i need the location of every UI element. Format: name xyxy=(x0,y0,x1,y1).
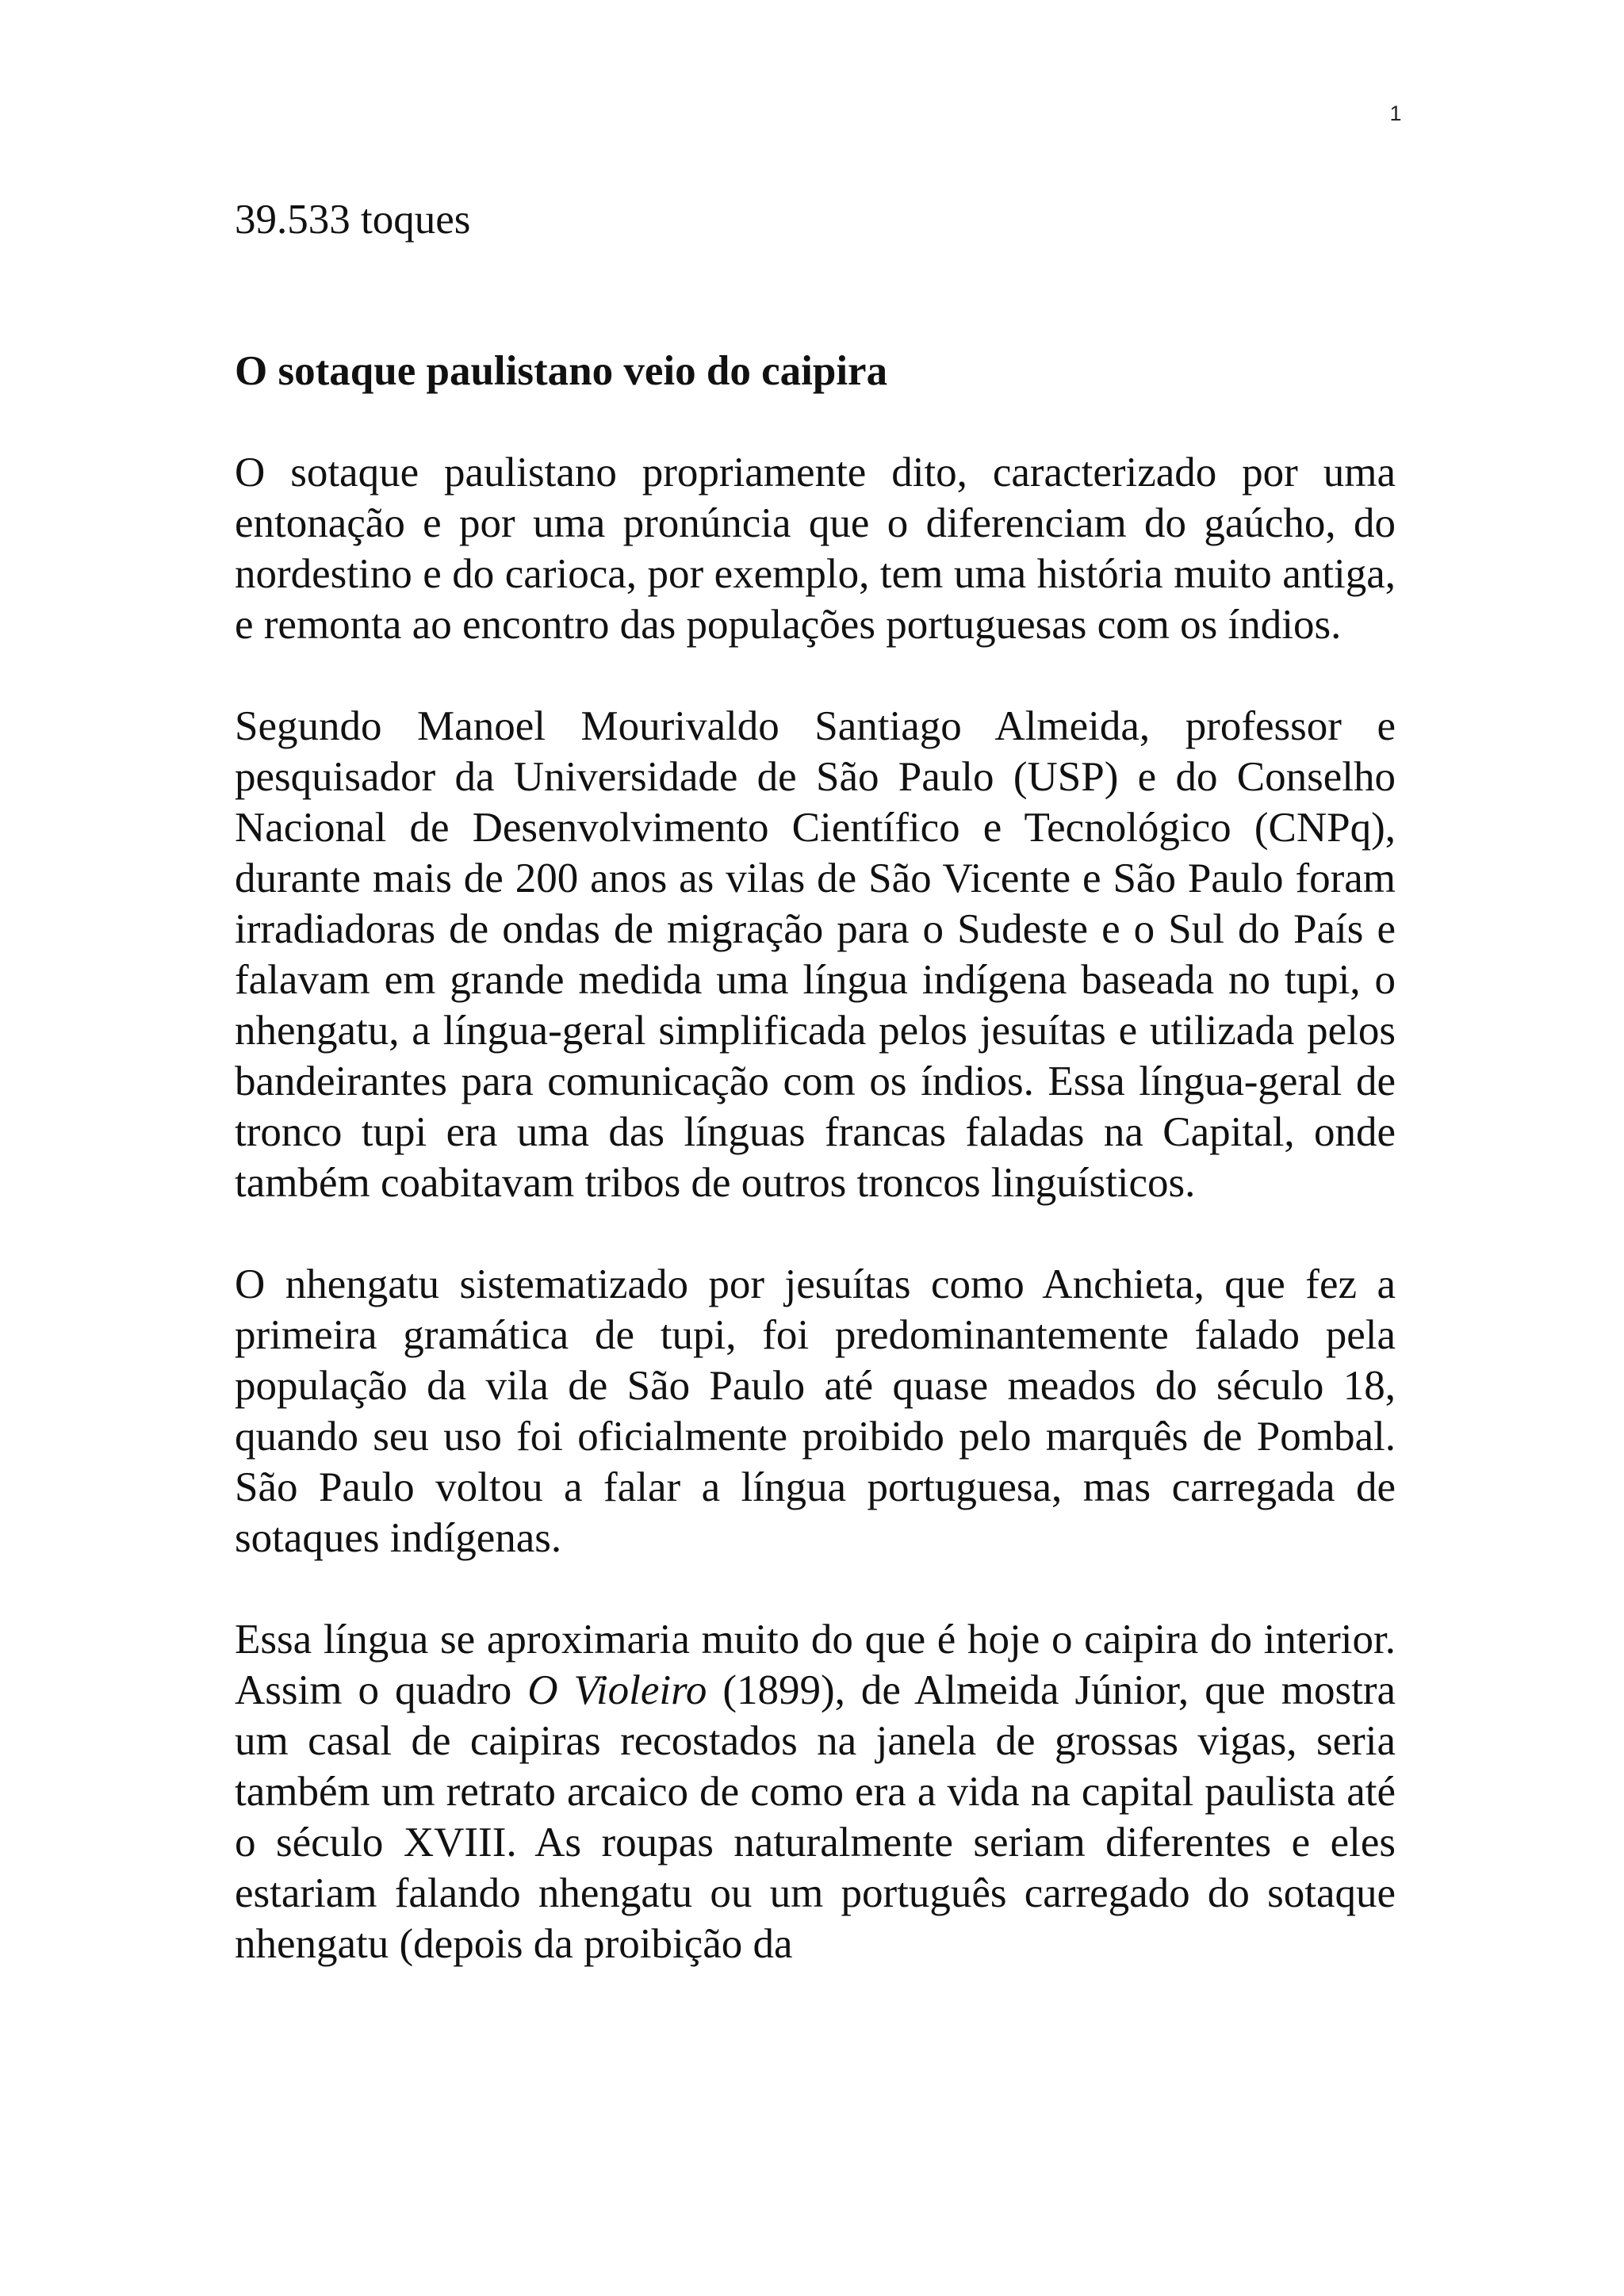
paragraph-text: O nhengatu sistematizado por jesuítas como Anchieta, que fez a primeira gramática de tupi, foi predominantemente falado pela população da vila de São Paulo até quase meados do século 18, quando seu uso foi oficialmente proibido pelo marquês de Pombal. São Paulo voltou a falar a língua portuguesa, mas carregada de sotaques indígenas. xyxy=(235,1261,1396,1561)
document-title: O sotaque paulistano veio do caipira xyxy=(235,348,888,394)
document-body xyxy=(235,194,1396,1969)
character-count: 39.533 toques xyxy=(235,197,471,243)
paragraph-text: O sotaque paulistano propriamente dito, caracterizado por uma entonação e por uma pronúncia que o diferenciam do gaúcho, do nordestino e do carioca, por exemplo, tem uma história muito antiga, e remonta ao encontro das populações portuguesas com os índios. xyxy=(235,450,1396,648)
painting-title: O Violeiro xyxy=(527,1667,707,1713)
paragraph-text: Segundo Manoel Mourivaldo Santiago Almeida, professor e pesquisador da Universidade de São Paulo (USP) e do Conselho Nacional de Desenvolvimento Científico e Tecnológico (CNPq), durante mais de 200 anos as vilas de São Vicente e São Paulo foram irradiadoras de ondas de migração para o Sudeste e o Sul do País e falavam em grande medida uma língua indígena baseada no tupi, o nhengatu, a língua-geral simplificada pelos jesuítas e utilizada pelos bandeirantes para comunicação com os índios. Essa língua-geral de tronco tupi era uma das línguas francas faladas na Capital, onde também coabitavam tribos de outros troncos linguísticos. xyxy=(235,703,1396,1206)
page-number: 1 xyxy=(1389,101,1402,125)
paragraph-text: Essa língua se aproximaria muito do que é hoje o caipira do interior. Assim o quadro xyxy=(235,1617,1396,1713)
paragraph-4 xyxy=(235,1614,1396,1969)
paragraph-1 xyxy=(235,447,1396,650)
paragraph-3 xyxy=(235,1259,1396,1563)
paragraph-text: (1899), de Almeida Júnior, que mostra um casal de caipiras recostados na janela de grossas vigas, seria também um retrato arcaico de como era a vida na capital paulista até o século XVIII. As roupas naturalmente seriam diferentes e eles estariam falando nhengatu ou um português carregado do sotaque nhengatu (depois da proibição da xyxy=(235,1667,1396,1967)
paragraph-2 xyxy=(235,701,1396,1208)
